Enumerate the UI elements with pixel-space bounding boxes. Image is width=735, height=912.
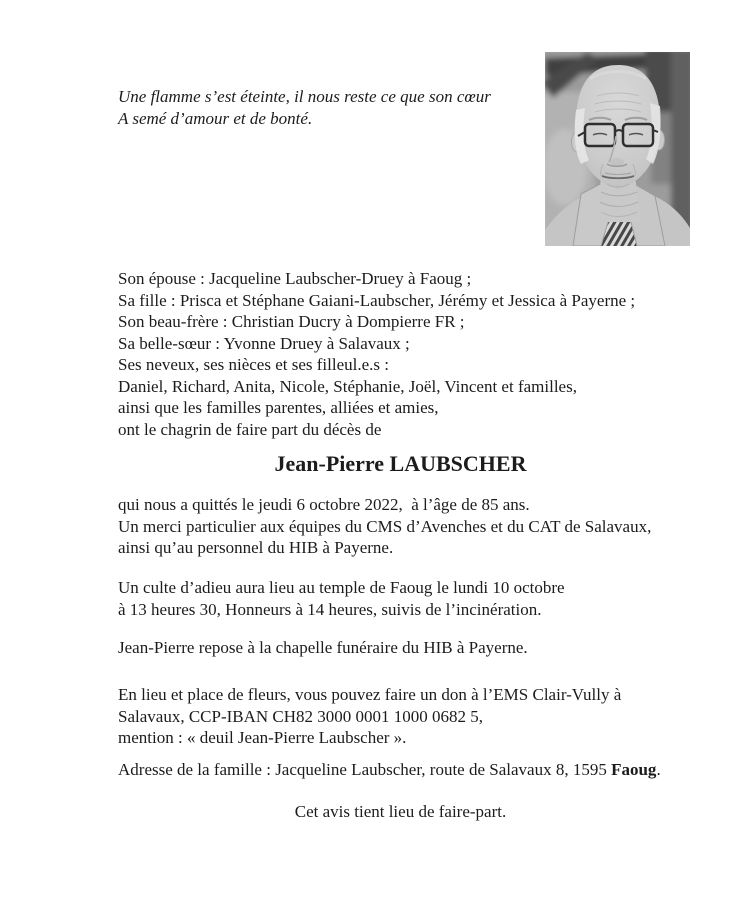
death-line: qui nous a quittés le jeudi 6 octobre 2022, à l’âge de 85 ans. — [118, 495, 530, 514]
death-line: Un merci particulier aux équipes du CMS d’Avenches et du CAT de Salavaux, — [118, 516, 652, 536]
portrait-photo — [545, 52, 690, 246]
epigraph-line: A semé d’amour et de bonté. — [118, 108, 313, 128]
death-details — [118, 494, 683, 559]
family-announcement — [118, 268, 683, 440]
address-suffix: . — [656, 760, 661, 779]
repose-location — [118, 637, 683, 659]
portrait-photo-illustration — [545, 52, 690, 246]
family-line: ainsi que les familles parentes, alliées et amies, — [118, 398, 439, 417]
family-line: Sa fille : Prisca et Stéphane Gaiani-Laubscher, Jérémy et Jessica à Payerne ; — [118, 290, 636, 310]
closing-line: Cet avis tient lieu de faire-part. — [294, 802, 507, 821]
family-line: Son beau-frère : Christian Ducry à Dompierre FR ; — [118, 312, 465, 331]
family-address — [118, 759, 683, 781]
family-line: Ses neveux, ses nièces et ses filleul.e.s : — [118, 355, 389, 374]
death-line: ainsi qu’au personnel du HIB à Payerne. — [118, 538, 394, 557]
funeral-service — [118, 577, 683, 620]
donation-info — [118, 684, 683, 749]
closing-statement — [118, 801, 683, 823]
repose-line: Jean-Pierre repose à la chapelle funéraire du HIB à Payerne. — [118, 638, 528, 657]
address-prefix: Adresse de la famille : Jacqueline Laubscher, route de Salavaux 8, 1595 — [118, 760, 612, 779]
deceased-name: Jean-Pierre LAUBSCHER — [274, 451, 527, 476]
donation-line: mention : « deuil Jean-Pierre Laubscher ». — [118, 728, 407, 747]
address-town: Faoug — [611, 760, 657, 779]
donation-line: En lieu et place de fleurs, vous pouvez faire un don à l’EMS Clair-Vully à — [118, 685, 622, 704]
family-line: Daniel, Richard, Anita, Nicole, Stéphanie, Joël, Vincent et familles, — [118, 376, 577, 396]
donation-line: Salavaux, CCP-IBAN CH82 3000 0001 1000 0682 5, — [118, 706, 484, 726]
epigraph-line: Une flamme s’est éteinte, il nous reste ce que son cœur — [118, 87, 491, 106]
service-line: Un culte d’adieu aura lieu au temple de Faoug le lundi 10 octobre — [118, 578, 565, 597]
service-line: à 13 heures 30, Honneurs à 14 heures, suivis de l’incinération. — [118, 599, 542, 619]
family-line: ont le chagrin de faire part du décès de — [118, 419, 382, 439]
address-line — [118, 759, 683, 781]
family-line: Son épouse : Jacqueline Laubscher-Druey à Faoug ; — [118, 269, 472, 288]
family-line: Sa belle-sœur : Yvonne Druey à Salavaux ; — [118, 333, 410, 353]
